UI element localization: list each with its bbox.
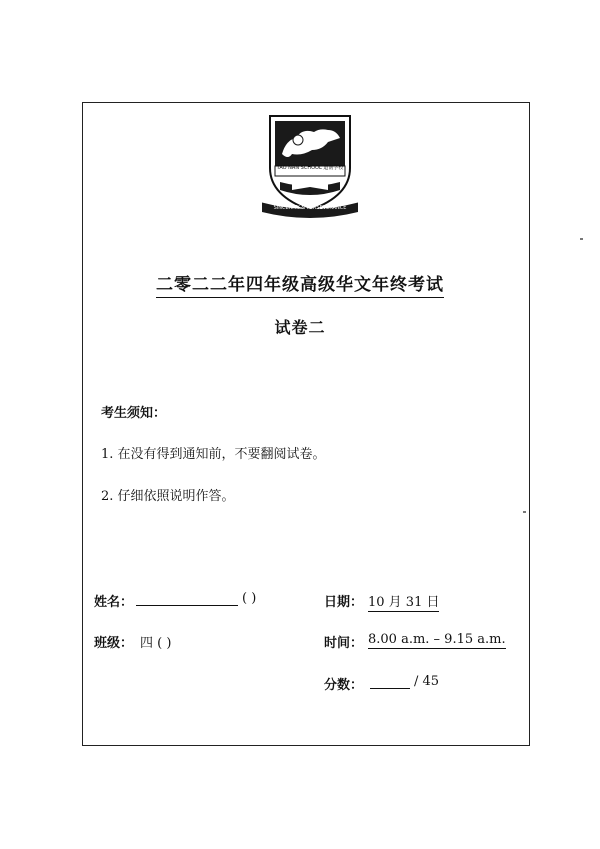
time-value: 8.00 a.m. – 9.15 a.m. <box>368 632 506 647</box>
name-index-paren: ( ) <box>242 591 257 606</box>
crest-school-name: TAO NAN SCHOOL 道南学校 <box>276 165 344 171</box>
crest-motto: SINCERITY & PERSEVERANCE <box>273 205 347 211</box>
score-total: / 45 <box>414 674 440 689</box>
name-blank <box>136 593 238 606</box>
class-label: 班级： <box>94 636 134 651</box>
score-label: 分数： <box>324 678 364 693</box>
class-value: 四 ( ) <box>140 636 172 651</box>
instructions-heading: 考生须知： <box>101 406 167 421</box>
score-blank <box>370 676 410 689</box>
paper-subtitle: 试卷二 <box>274 318 326 337</box>
scan-speck <box>580 238 583 240</box>
instruction-item: 2. 仔细依照说明作答。 <box>101 489 235 504</box>
exam-title-text: 二零二二年四年级高级华文年终考试 <box>156 275 444 298</box>
name-label: 姓名： <box>94 595 134 610</box>
scan-speck <box>523 511 526 513</box>
date-value: 10 月 31 日 <box>368 591 439 612</box>
instruction-item: 1. 在没有得到通知前，不要翻阅试卷。 <box>101 447 326 462</box>
date-label: 日期： <box>324 595 364 610</box>
time-label: 时间： <box>324 636 364 651</box>
exam-title <box>0 270 600 295</box>
